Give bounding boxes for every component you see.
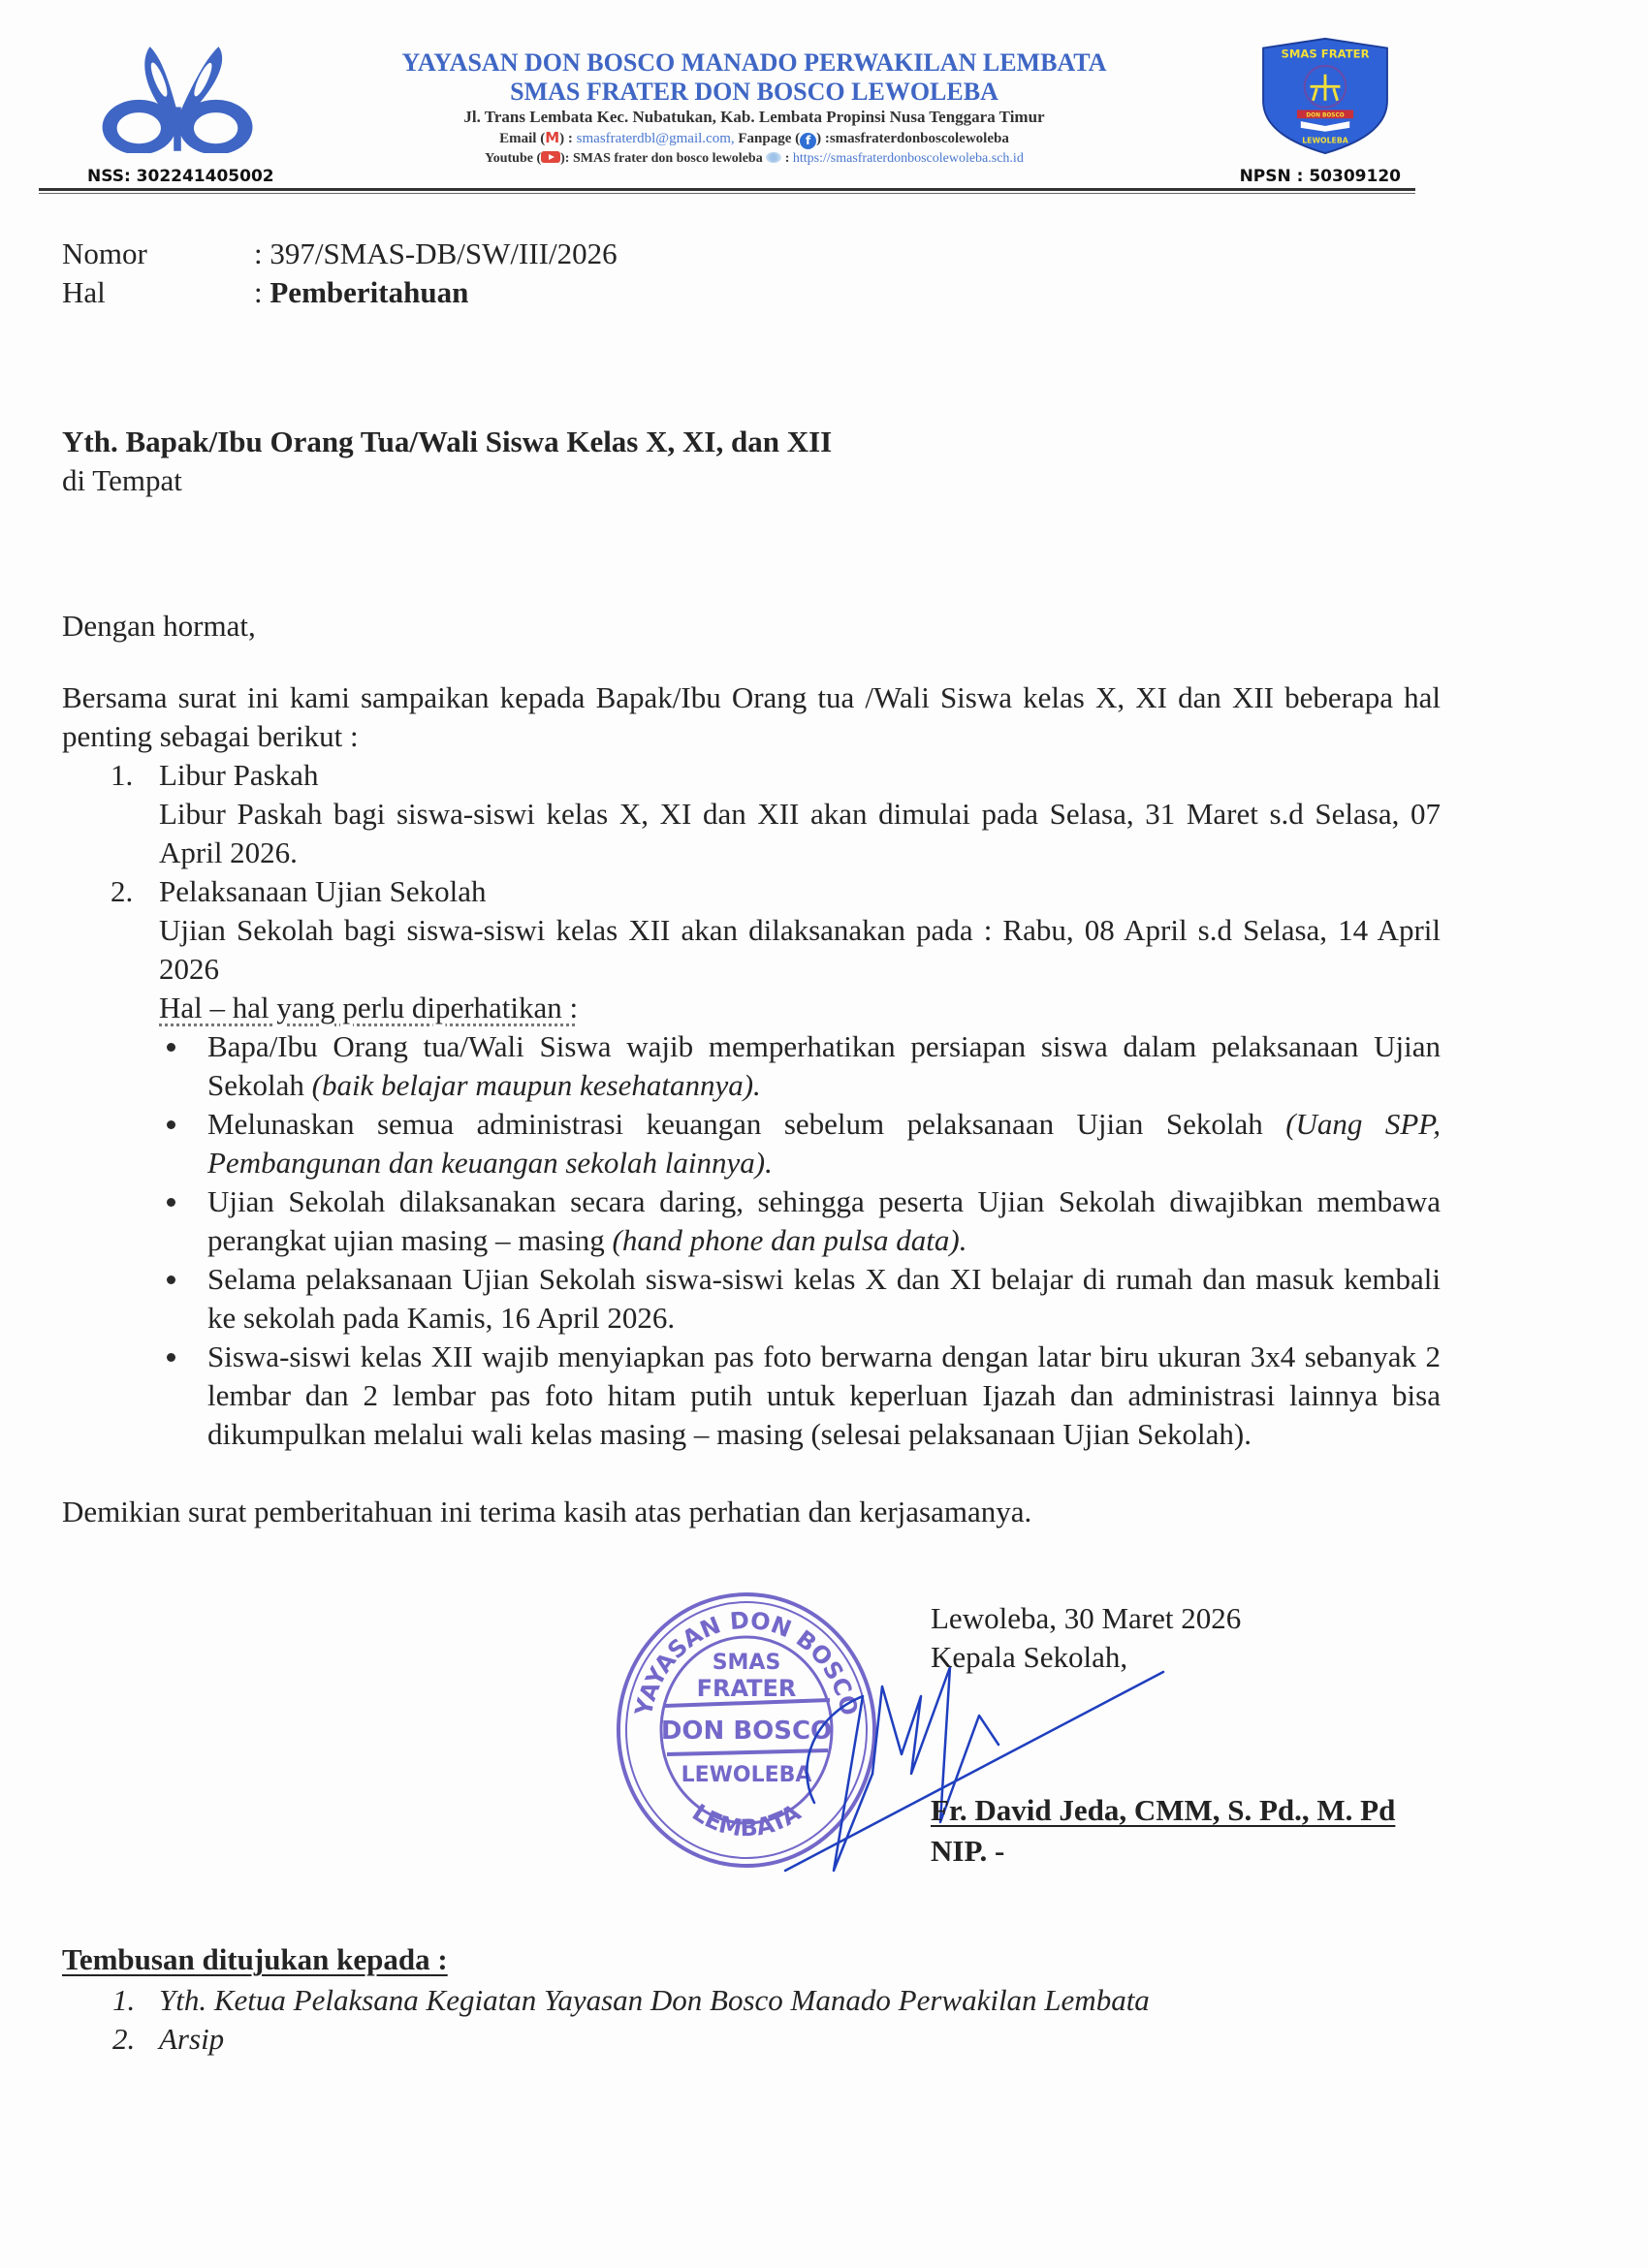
youtube-label: Youtube ( <box>485 151 542 166</box>
bullet-text: Ujian Sekolah dilaksanakan secara daring, sehingga peserta Ujian Sekolah diwajibkan membawa perangkat ujian masing – masing <box>207 1184 1441 1257</box>
cc-number: 2. <box>112 2022 136 2056</box>
bullet-item <box>159 1027 1441 1105</box>
fanpage-label: Fanpage ( <box>734 131 801 146</box>
letterhead-divider-thin <box>39 193 1415 194</box>
nomor-value: : 397/SMAS-DB/SW/III/2026 <box>254 236 618 270</box>
globe-icon <box>766 152 781 163</box>
stamp-line1: SMAS <box>712 1651 781 1675</box>
item-number: 2. <box>111 874 134 908</box>
gmail-icon: M <box>545 129 560 146</box>
cc-item: Yth. Ketua Pelaksana Kegiatan Yayasan Don Bosco Manado Perwakilan Lembata <box>159 1983 1150 2017</box>
facebook-icon: f <box>800 133 816 149</box>
intro-paragraph: Bersama surat ini kami sampaikan kepada Bapak/Ibu Orang tua /Wali Siswa kelas X, XI dan XII beberapa hal penting sebagai berikut : <box>62 680 1441 753</box>
bullet-icon <box>167 1043 175 1052</box>
stamp-line3: DON BOSCO <box>660 1717 833 1746</box>
youtube-value: ): SMAS frater don bosco lewoleba <box>560 151 767 166</box>
signatory-name: Fr. David Jeda, CMM, S. Pd., M. Pd <box>931 1793 1396 1827</box>
recipient-line: Yth. Bapak/Ibu Orang Tua/Wali Siswa Kelas X, XI, dan XII <box>62 425 833 458</box>
email-label-close: ) : <box>559 131 577 146</box>
contact-line-email <box>262 128 1247 149</box>
school-address: Jl. Trans Lembata Kec. Nubatukan, Kab. Lembata Propinsi Nusa Tenggara Timur <box>463 108 1045 126</box>
school-shield-icon <box>1252 35 1398 155</box>
school-name: SMAS FRATER DON BOSCO LEWOLEBA <box>510 78 998 106</box>
signature-position: Kepala Sekolah, <box>931 1640 1128 1674</box>
don-bosco-logo-icon <box>95 43 260 153</box>
bullet-icon <box>167 1353 175 1362</box>
shield-bottom-text: LEWOLEBA <box>1302 136 1348 145</box>
stamp-line2: FRATER <box>696 1675 797 1702</box>
item-number: 1. <box>111 758 134 792</box>
email-label: Email ( <box>499 131 546 146</box>
fanpage-value: ) :smasfraterdonboscolewoleba <box>816 131 1009 146</box>
shield-top-text: SMAS FRATER <box>1281 47 1370 61</box>
hal-colon: : <box>254 275 270 309</box>
item-subheading: Hal – hal yang perlu diperhatikan : <box>159 991 579 1024</box>
bullet-text: Siswa-siswi kelas XII wajib menyiapkan pas foto berwarna dengan latar biru ukuran 3x4 sebanyak 2 lembar dan 2 lembar pas foto hitam putih untuk keperluan Ijazah dan administrasi lainnya bisa dikumpulkan melalui wali kelas masing – masing (selesai pelaksanaan Ujian Sekolah). <box>207 1339 1441 1451</box>
hal-label: Hal <box>62 275 106 309</box>
signatory-nip: NIP. - <box>931 1834 1005 1868</box>
item-text: Libur Paskah bagi siswa-siswi kelas X, XI dan XII akan dimulai pada Selasa, 31 Maret s.d Selasa, 07 April 2026. <box>159 797 1441 869</box>
item-title: Libur Paskah <box>159 758 319 792</box>
youtube-icon <box>541 151 560 163</box>
letter-body <box>62 678 1441 1531</box>
bullet-list <box>159 1027 1441 1454</box>
item-title: Pelaksanaan Ujian Sekolah <box>159 874 487 908</box>
bullet-item <box>159 1260 1441 1338</box>
list-item <box>62 756 1441 872</box>
cc-item: Arsip <box>159 2022 225 2056</box>
greeting: Dengan hormat, <box>62 609 256 643</box>
npsn-number: NPSN : 50309120 <box>1239 167 1401 186</box>
bullet-icon <box>167 1276 175 1284</box>
bullet-italic: (hand phone dan pulsa data). <box>612 1223 967 1257</box>
hal-field <box>254 273 468 312</box>
signature-place-date: Lewoleba, 30 Maret 2026 <box>931 1601 1242 1635</box>
stamp-line4: LEWOLEBA <box>681 1763 812 1787</box>
foundation-name: YAYASAN DON BOSCO MANADO PERWAKILAN LEMBATA <box>401 48 1107 77</box>
stamp-outer-top: YAYASAN DON BOSCO <box>629 1606 864 1718</box>
letterhead-ids <box>87 165 1401 186</box>
bullet-text: Bapa/Ibu Orang tua/Wali Siswa wajib memperhatikan persiapan siswa dalam pelaksanaan Ujian Sekolah <box>207 1029 1441 1102</box>
nss-number: NSS: 302241405002 <box>87 167 274 186</box>
letterhead-divider <box>39 188 1415 191</box>
bullet-item <box>159 1182 1441 1260</box>
bullet-item <box>159 1105 1441 1182</box>
cc-heading: Tembusan ditujukan kepada : <box>62 1942 448 1976</box>
bullet-item <box>159 1338 1441 1454</box>
shield-mid-text: DON BOSCO <box>1306 112 1345 119</box>
website-link[interactable]: https://smasfraterdonboscolewoleba.sch.id <box>792 151 1024 166</box>
bullet-text: Melunaskan semua administrasi keuangan sebelum pelaksanaan Ujian Sekolah <box>207 1107 1286 1141</box>
email-link[interactable]: smasfraterdbl@gmail.com, <box>576 131 735 146</box>
hal-value: Pemberitahuan <box>269 275 469 309</box>
letterhead <box>0 0 1648 199</box>
website-sep: : <box>781 151 793 166</box>
item-text: Ujian Sekolah bagi siswa-siswi kelas XII akan dilaksanakan pada : Rabu, 08 April s.d Selasa, 14 April 2026 <box>159 913 1441 986</box>
bullet-icon <box>167 1120 175 1129</box>
list-item <box>62 872 1441 1454</box>
bullet-text: Selama pelaksanaan Ujian Sekolah siswa-siswi kelas X dan XI belajar di rumah dan masuk kembali ke sekolah pada Kamis, 16 April 2026. <box>207 1262 1441 1335</box>
closing-paragraph: Demikian surat pemberitahuan ini terima kasih atas perhatian dan kerjasamanya. <box>62 1495 1032 1528</box>
signature-block <box>611 1580 1444 1880</box>
bullet-italic: (Uang SPP, Pembangunan dan keuangan sekolah lainnya). <box>207 1107 1441 1180</box>
recipient-place: di Tempat <box>62 463 182 497</box>
nomor-label: Nomor <box>62 236 147 270</box>
stamp-outer-bottom: LEMBATA <box>687 1798 806 1843</box>
bullet-icon <box>167 1198 175 1207</box>
bullet-italic: (baik belajar maupun kesehatannya). <box>311 1068 761 1102</box>
letterhead-text <box>262 48 1247 169</box>
cc-number: 1. <box>112 1983 136 2017</box>
